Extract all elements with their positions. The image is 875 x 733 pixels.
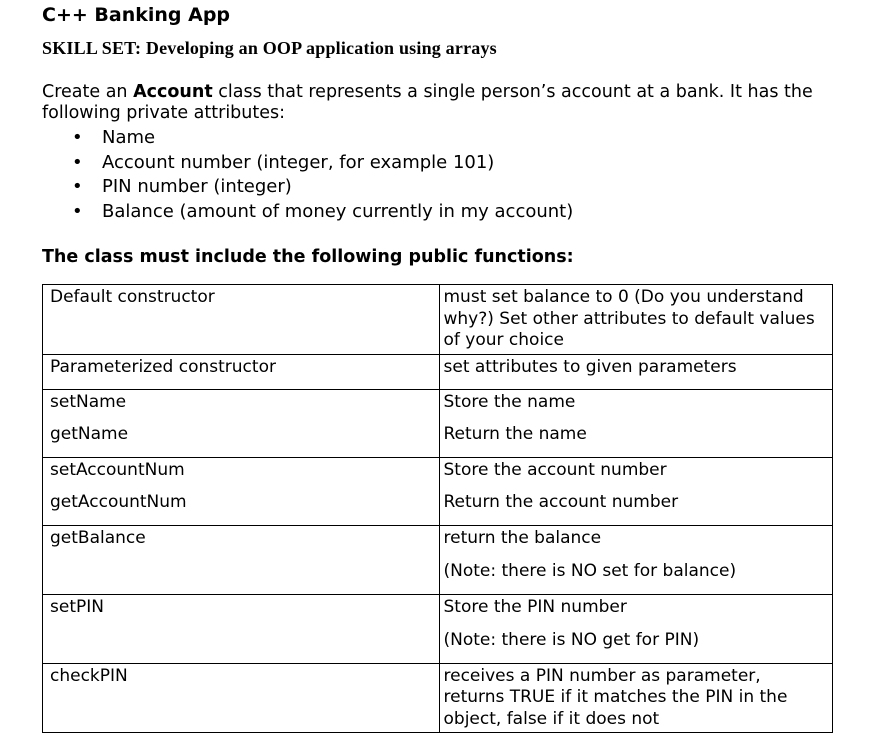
attribute-item: • Account number (integer, for example 101) xyxy=(42,151,573,176)
skill-set-line: SKILL SET: Developing an OOP application using arrays xyxy=(42,38,497,58)
function-description: receives a PIN number as parameter, returns TRUE if it matches the PIN in the object, false if it does not xyxy=(439,663,833,733)
table-row xyxy=(43,525,833,594)
function-name-pair xyxy=(43,389,440,457)
functions-heading: The class must include the following public functions: xyxy=(42,247,574,267)
functions-table xyxy=(42,284,833,733)
table-row xyxy=(43,457,833,525)
function-name: getName xyxy=(50,424,129,444)
function-note: (Note: there is NO set for balance) xyxy=(443,561,737,581)
function-name: getBalance xyxy=(43,525,440,594)
function-name: setName xyxy=(50,391,127,412)
function-description-pair xyxy=(439,594,833,663)
function-name: setAccountNum xyxy=(50,459,185,480)
attribute-list xyxy=(42,126,573,225)
intro-paragraph xyxy=(42,82,842,124)
table-row xyxy=(43,354,833,389)
function-description: Store the account number xyxy=(443,459,667,480)
attribute-item: • PIN number (integer) xyxy=(42,175,573,200)
table-row xyxy=(43,663,833,733)
function-description: set attributes to given parameters xyxy=(439,354,833,389)
function-description: Return the account number xyxy=(443,492,679,512)
function-name: checkPIN xyxy=(43,663,440,733)
function-name: setPIN xyxy=(43,594,440,663)
table-row xyxy=(43,594,833,663)
function-note: (Note: there is NO get for PIN) xyxy=(443,630,700,650)
function-name: Default constructor xyxy=(43,285,440,355)
function-description-pair xyxy=(439,389,833,457)
function-description-pair xyxy=(439,525,833,594)
function-description-pair xyxy=(439,457,833,525)
function-description: must set balance to 0 (Do you understand why?) Set other attributes to default values of your choice xyxy=(439,285,833,355)
document-title: C++ Banking App xyxy=(42,4,231,26)
intro-class-name: Account xyxy=(133,82,213,102)
function-description: Store the PIN number xyxy=(443,596,627,617)
function-name: getAccountNum xyxy=(50,492,187,512)
function-description: Return the name xyxy=(443,424,587,444)
function-description: return the balance xyxy=(443,527,602,548)
function-name-pair xyxy=(43,457,440,525)
function-description: Store the name xyxy=(443,391,576,412)
table-row xyxy=(43,389,833,457)
function-name: Parameterized constructor xyxy=(43,354,440,389)
intro-text-start: Create an xyxy=(42,82,134,102)
attribute-item: • Balance (amount of money currently in my account) xyxy=(42,200,573,225)
attribute-item: • Name xyxy=(42,126,573,151)
table-row xyxy=(43,285,833,355)
intro-text-end: class that represents a single person’s account at a bank. It has the following private attributes: xyxy=(42,82,813,123)
